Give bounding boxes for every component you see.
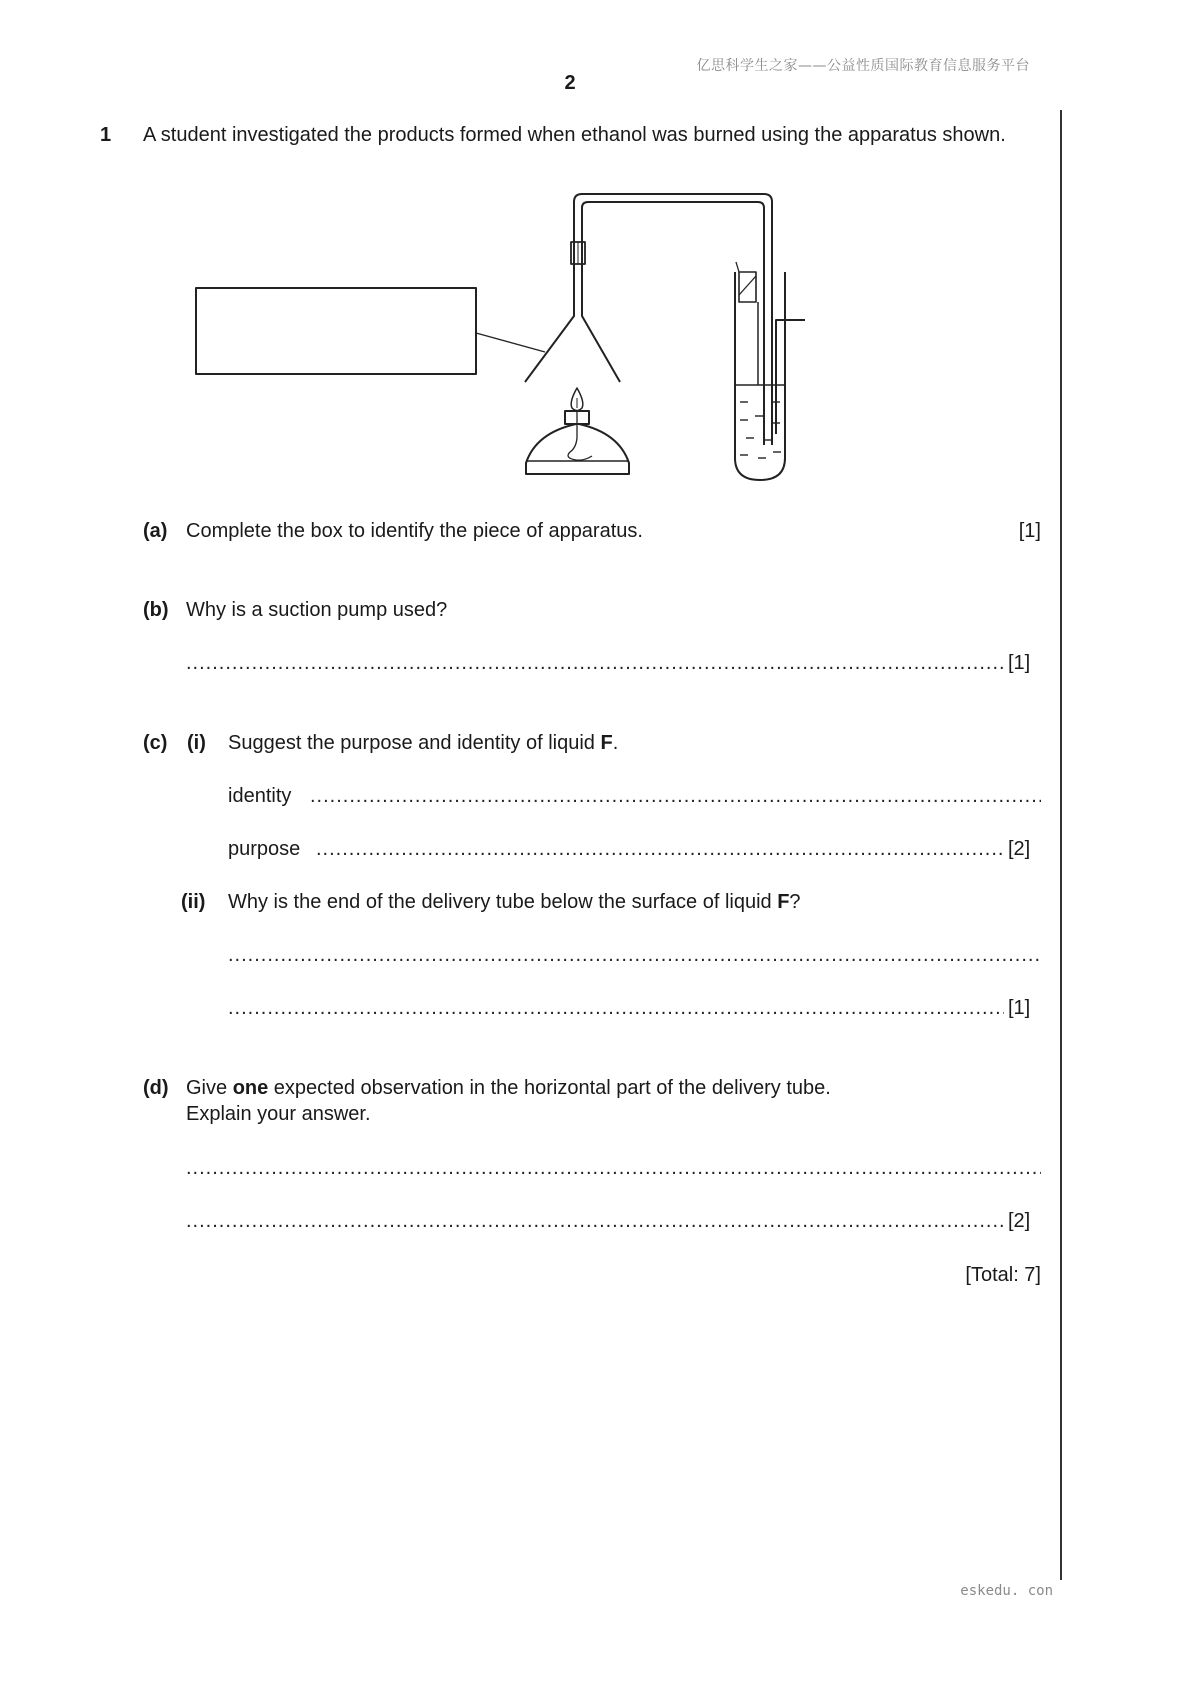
test-tube [735,272,785,480]
part-d-text: Give one expected observation in the horizontal part of the delivery tube. [186,1077,831,1099]
answer-line-b[interactable] [186,650,1004,676]
total-marks: [Total: 7] [965,1264,1041,1286]
margin-rule [1060,110,1062,1580]
liquid-f-label: F [600,732,613,754]
answer-line-d-1[interactable] [186,1155,1041,1181]
liquid-f [740,402,781,458]
funnel [525,252,574,382]
question-stem: A student investigated the products formed when ethanol was burned using the apparatus shown. [143,124,1006,146]
answer-line-purpose[interactable] [316,836,1004,862]
part-c-ii-label: (ii) [181,891,206,913]
part-c-i-mark: [2] [1008,838,1031,860]
part-c-i-label: (i) [187,732,206,754]
part-c-ii-text: Why is the end of the delivery tube below the surface of liquid F? [228,891,801,913]
liquid-f-label-2: F [777,891,790,913]
header-watermark: 亿思科学生之家——公益性质国际教育信息服务平台 [696,58,1030,74]
test-tube-stopper [739,272,756,302]
part-d-label: (d) [143,1077,169,1099]
apparatus-label-box [196,288,476,374]
part-b-mark: [1] [1008,652,1031,674]
part-a-text: Complete the box to identify the piece of apparatus. [186,520,643,542]
footer-watermark: eskedu. con [960,1583,1053,1599]
part-c-ii-mark: [1] [1008,997,1031,1019]
apparatus-diagram [180,190,840,490]
page-number: 2 [564,72,576,94]
part-d-mark: [2] [1008,1210,1031,1232]
delivery-tube [574,194,772,445]
leader-line [476,333,545,352]
identity-label: identity [228,785,292,807]
answer-line-c-ii-2[interactable] [228,995,1004,1021]
part-d-line2: Explain your answer. [186,1103,371,1125]
question-number: 1 [100,124,112,146]
part-a-label: (a) [143,520,168,542]
part-c-label: (c) [143,732,168,754]
purpose-label: purpose [228,838,301,860]
part-b-label: (b) [143,599,169,621]
part-d-emphasis: one [232,1077,269,1099]
side-arm [776,320,805,434]
part-c-i-text: Suggest the purpose and identity of liquid F. [228,732,619,754]
part-a-mark: [1] [1018,520,1041,542]
answer-line-identity[interactable] [310,783,1041,809]
answer-line-d-2[interactable] [186,1208,1004,1234]
answer-line-c-ii-1[interactable] [228,942,1041,968]
part-b-text: Why is a suction pump used? [186,599,448,621]
